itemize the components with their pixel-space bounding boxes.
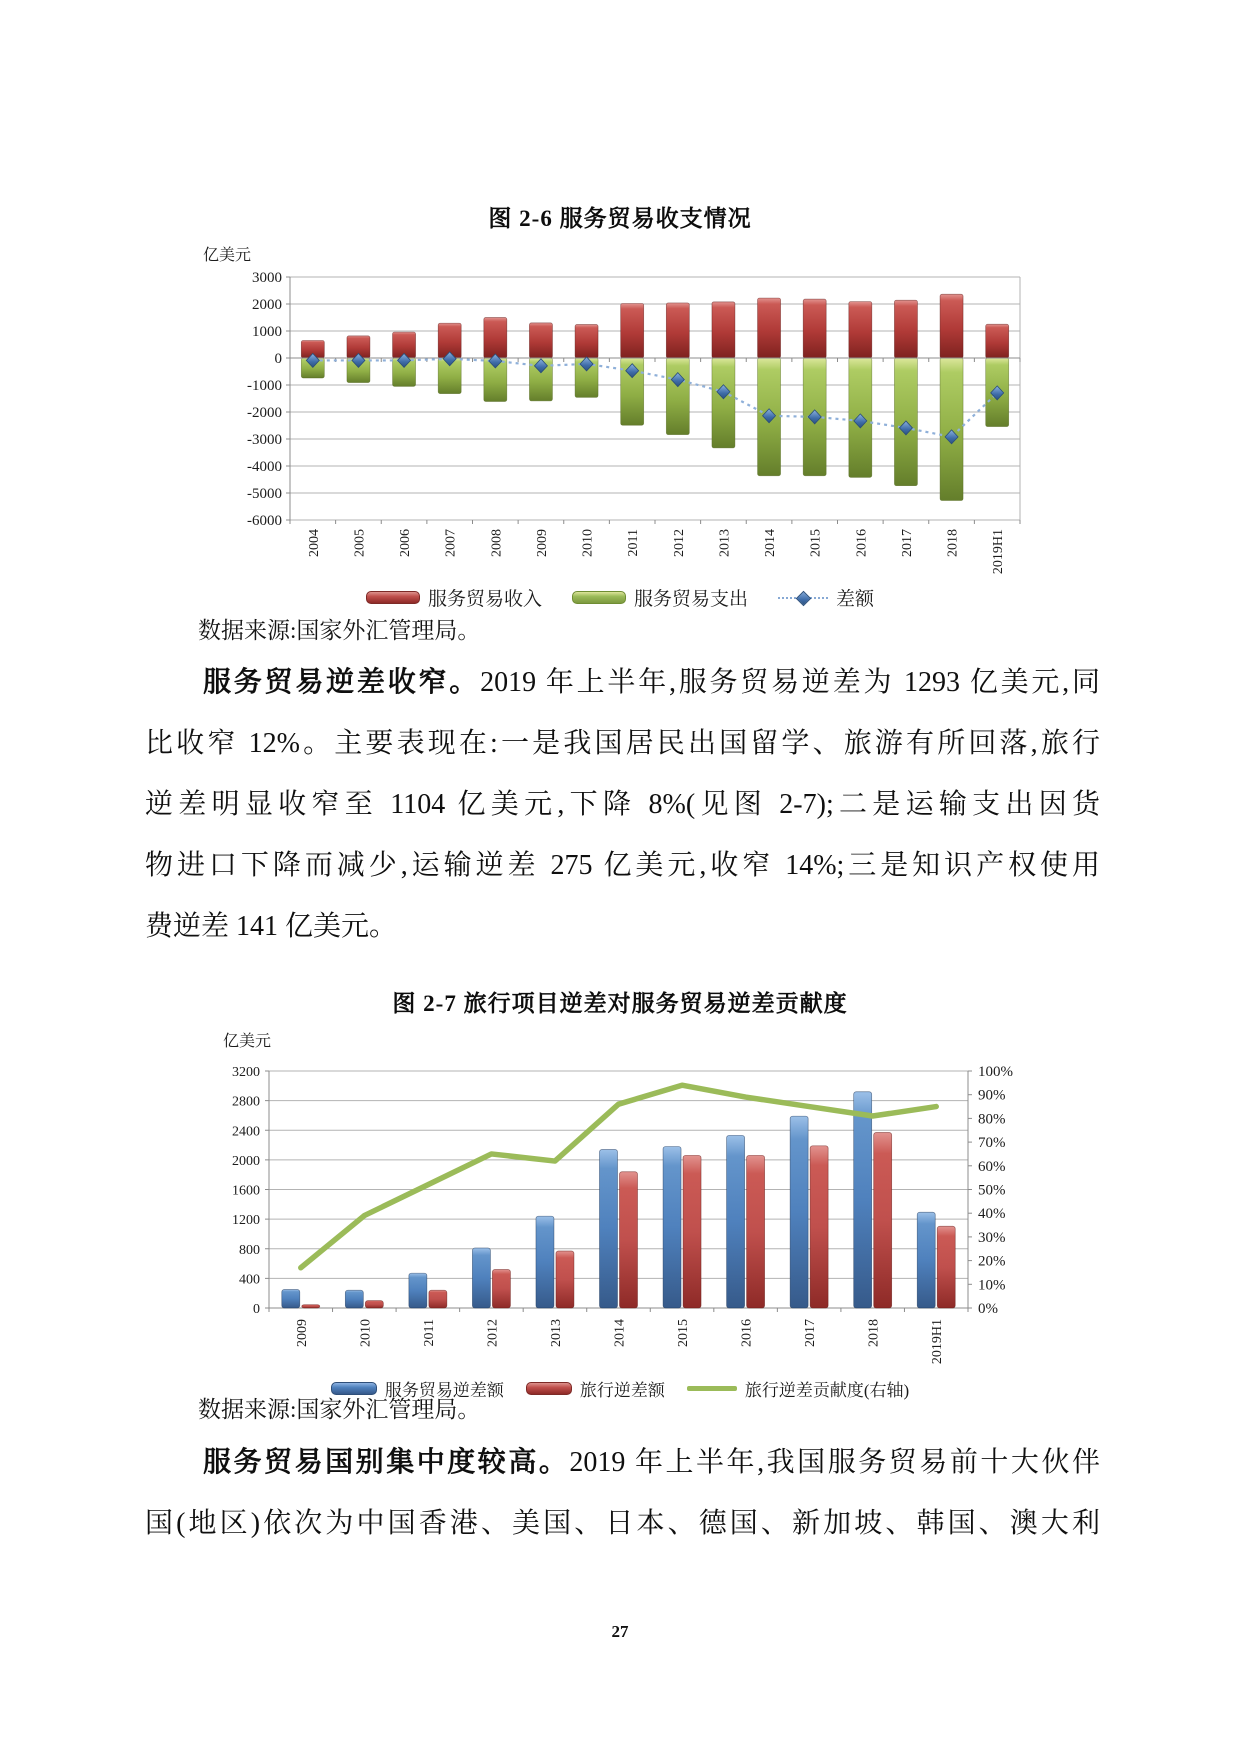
expense-swatch-icon xyxy=(572,591,626,604)
figure2-legend xyxy=(0,1376,1240,1401)
fig2-travel-deficit-bar-2014 xyxy=(620,1172,638,1308)
svg-text:2000: 2000 xyxy=(232,1153,260,1169)
fig2-service-deficit-bar-2012 xyxy=(472,1248,490,1308)
svg-text:3000: 3000 xyxy=(252,270,282,286)
fig1-income-bar-2014 xyxy=(758,298,781,358)
svg-text:3200: 3200 xyxy=(232,1065,260,1080)
svg-text:2008: 2008 xyxy=(489,529,505,557)
fig2-travel-deficit-bar-2010 xyxy=(365,1301,383,1308)
fig2-travel-deficit-bar-2012 xyxy=(492,1269,510,1308)
income-swatch-icon xyxy=(366,591,420,604)
legend-item-income xyxy=(366,584,542,611)
svg-text:100%: 100% xyxy=(978,1064,1013,1080)
fig2-service-deficit-bar-2019H1 xyxy=(917,1212,935,1308)
figure1-chart xyxy=(180,238,1040,590)
legend-label-travel-deficit: 旅行逆差额 xyxy=(579,1381,665,1400)
svg-text:2006: 2006 xyxy=(398,529,414,557)
fig1-income-bar-2018 xyxy=(940,294,963,358)
svg-text:-2000: -2000 xyxy=(247,405,282,421)
svg-text:-4000: -4000 xyxy=(247,459,282,475)
svg-text:70%: 70% xyxy=(978,1135,1006,1152)
fig1-income-bar-2011 xyxy=(621,303,644,358)
paragraph-2-line-2: 国(地区)依次为中国香港、美国、日本、德国、新加坡、韩国、澳大利 xyxy=(145,1508,1100,1539)
legend-label-expense: 服务贸易支出 xyxy=(633,589,748,610)
svg-text:60%: 60% xyxy=(978,1158,1006,1175)
svg-text:2015: 2015 xyxy=(808,529,824,557)
fig2-service-deficit-bar-2018 xyxy=(854,1092,872,1308)
fig2-travel-deficit-bar-2013 xyxy=(556,1251,574,1308)
legend-item-expense xyxy=(572,584,748,611)
svg-text:2012: 2012 xyxy=(485,1319,501,1347)
svg-text:2009: 2009 xyxy=(294,1319,310,1347)
svg-text:10%: 10% xyxy=(978,1277,1006,1294)
fig1-income-bar-2010 xyxy=(575,325,598,358)
fig2-travel-deficit-bar-2016 xyxy=(747,1155,765,1308)
fig1-income-bar-2015 xyxy=(803,299,826,358)
svg-text:2018: 2018 xyxy=(866,1319,882,1347)
fig1-income-bar-2016 xyxy=(849,302,872,358)
figure2-chart xyxy=(180,1028,1060,1380)
paragraph-2-bold-lead: 服务贸易国别集中度较高。 xyxy=(203,1447,570,1478)
svg-text:2013: 2013 xyxy=(548,1319,564,1347)
fig2-travel-deficit-bar-2011 xyxy=(429,1290,447,1308)
svg-text:-1000: -1000 xyxy=(247,378,282,394)
bars xyxy=(301,294,1008,500)
fig2-service-deficit-bar-2009 xyxy=(282,1289,300,1308)
svg-text:2012: 2012 xyxy=(671,529,687,557)
svg-text:0: 0 xyxy=(253,1302,260,1317)
svg-text:2400: 2400 xyxy=(232,1124,260,1140)
paragraph-1 xyxy=(145,652,1100,957)
figure2-source: 数据来源:国家外汇管理局。 xyxy=(198,1397,481,1422)
paragraph-1-line-1 xyxy=(145,652,1100,713)
paragraph-2-line-1-text: 2019 年上半年,我国服务贸易前十大伙伴 xyxy=(569,1447,1100,1478)
figure2-title: 图 2-7 旅行项目逆差对服务贸易逆差贡献度 xyxy=(392,991,848,1016)
svg-text:30%: 30% xyxy=(978,1229,1006,1246)
fig2-service-deficit-bar-2011 xyxy=(409,1273,427,1308)
fig1-expense-bar-2012 xyxy=(666,358,689,435)
svg-text:2017: 2017 xyxy=(803,1319,819,1347)
fig1-expense-bar-2013 xyxy=(712,358,735,448)
paragraph-1-line-4: 物进口下降而减少,运输逆差 275 亿美元,收窄 14%;三是知识产权使用 xyxy=(145,850,1100,881)
fig2-service-deficit-bar-2010 xyxy=(345,1290,363,1308)
fig2-service-deficit-bar-2016 xyxy=(727,1135,745,1308)
svg-text:-6000: -6000 xyxy=(247,513,282,529)
svg-text:2005: 2005 xyxy=(352,529,368,557)
fig1-income-bar-2013 xyxy=(712,302,735,358)
svg-text:2010: 2010 xyxy=(580,529,596,557)
svg-text:2017: 2017 xyxy=(899,529,915,557)
svg-text:2016: 2016 xyxy=(739,1319,755,1347)
svg-text:0: 0 xyxy=(274,351,282,367)
svg-text:80%: 80% xyxy=(978,1111,1006,1128)
fig2-travel-deficit-bar-2009 xyxy=(302,1305,320,1308)
fig2-travel-deficit-bar-2015 xyxy=(683,1155,701,1308)
svg-text:2009: 2009 xyxy=(534,529,550,557)
svg-text:90%: 90% xyxy=(978,1087,1006,1104)
svg-text:2014: 2014 xyxy=(763,529,779,557)
svg-text:2013: 2013 xyxy=(717,529,733,557)
svg-text:1200: 1200 xyxy=(232,1213,260,1229)
paragraph-1-line-5: 费逆差 141 亿美元。 xyxy=(145,911,398,942)
fig2-service-deficit-bar-2015 xyxy=(663,1147,681,1308)
paragraph-1-line-1-text: 2019 年上半年,服务贸易逆差为 1293 亿美元,同 xyxy=(480,667,1100,698)
svg-text:2800: 2800 xyxy=(232,1094,260,1110)
paragraph-2-line-1 xyxy=(145,1432,1100,1493)
fig1-income-bar-2017 xyxy=(894,300,917,358)
svg-text:2019H1: 2019H1 xyxy=(991,529,1007,575)
legend-item-contribution xyxy=(687,1376,909,1401)
svg-text:20%: 20% xyxy=(978,1253,1006,1270)
paragraph-1-bold-lead: 服务贸易逆差收窄。 xyxy=(203,667,481,698)
legend-label-contribution: 旅行逆差贡献度(右轴) xyxy=(744,1381,910,1400)
bars xyxy=(282,1092,955,1308)
svg-text:800: 800 xyxy=(239,1242,260,1258)
legend-label-service-deficit: 服务贸易逆差额 xyxy=(384,1381,504,1400)
svg-text:2000: 2000 xyxy=(252,297,282,313)
paragraph-1-line-3: 逆差明显收窄至 1104 亿美元,下降 8%(见图 2-7);二是运输支出因货 xyxy=(145,789,1100,820)
paragraph-2 xyxy=(145,1432,1100,1554)
svg-text:0%: 0% xyxy=(978,1301,998,1317)
svg-text:400: 400 xyxy=(239,1272,260,1288)
fig1-income-bar-2019H1 xyxy=(986,324,1009,358)
figure1-legend xyxy=(0,584,1240,611)
fig2-travel-deficit-bar-2018 xyxy=(874,1132,892,1308)
svg-text:2007: 2007 xyxy=(443,529,459,557)
svg-text:2010: 2010 xyxy=(358,1319,374,1347)
figure1-source: 数据来源:国家外汇管理局。 xyxy=(198,618,481,643)
fig2-service-deficit-bar-2014 xyxy=(600,1150,618,1308)
svg-text:2015: 2015 xyxy=(676,1319,692,1347)
fig1-income-bar-2009 xyxy=(529,323,552,358)
svg-text:-3000: -3000 xyxy=(247,432,282,448)
svg-text:1000: 1000 xyxy=(252,324,282,340)
svg-text:50%: 50% xyxy=(978,1182,1006,1199)
svg-text:亿美元: 亿美元 xyxy=(223,1033,272,1050)
svg-text:2004: 2004 xyxy=(306,529,322,557)
fig2-service-deficit-bar-2013 xyxy=(536,1216,554,1308)
fig2-service-deficit-bar-2017 xyxy=(790,1116,808,1308)
legend-item-travel-deficit xyxy=(526,1376,665,1401)
svg-text:-5000: -5000 xyxy=(247,486,282,502)
contribution-line xyxy=(301,1085,936,1267)
svg-text:2014: 2014 xyxy=(612,1319,628,1347)
svg-text:2018: 2018 xyxy=(945,529,961,557)
svg-text:40%: 40% xyxy=(978,1206,1006,1223)
svg-text:2011: 2011 xyxy=(421,1319,437,1347)
balance-diamond-icon xyxy=(778,591,828,605)
legend-item-balance xyxy=(778,584,874,611)
paragraph-1-line-2: 比收窄 12%。主要表现在:一是我国居民出国留学、旅游有所回落,旅行 xyxy=(145,728,1100,759)
legend-label-income: 服务贸易收入 xyxy=(427,589,542,610)
svg-text:2011: 2011 xyxy=(626,529,642,557)
fig2-travel-deficit-bar-2017 xyxy=(810,1146,828,1308)
contribution-line-icon xyxy=(687,1386,737,1391)
fig2-travel-deficit-bar-2019H1 xyxy=(937,1226,955,1308)
svg-text:2019H1: 2019H1 xyxy=(930,1319,946,1365)
travel-deficit-swatch-icon xyxy=(526,1382,572,1395)
svg-text:亿美元: 亿美元 xyxy=(203,247,252,264)
legend-label-balance: 差额 xyxy=(836,589,875,610)
figure1-title: 图 2-6 服务贸易收支情况 xyxy=(488,206,752,231)
page-number: 27 xyxy=(611,1622,629,1641)
fig1-income-bar-2012 xyxy=(666,303,689,358)
svg-text:2016: 2016 xyxy=(854,529,870,557)
svg-text:1600: 1600 xyxy=(232,1183,260,1199)
fig1-income-bar-2008 xyxy=(484,318,507,359)
